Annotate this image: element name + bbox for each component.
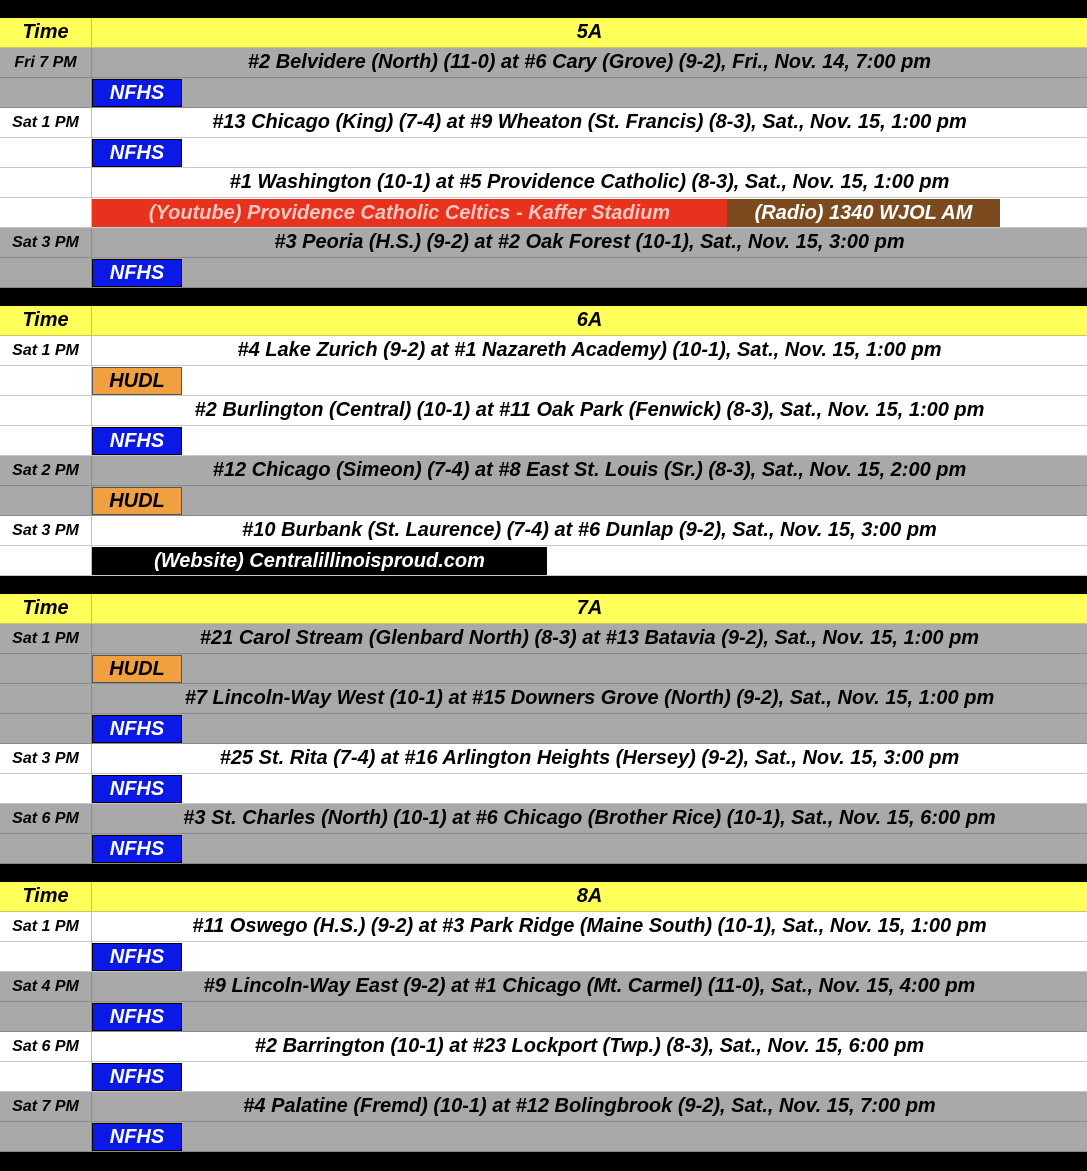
time-cell-empty — [0, 546, 92, 575]
nfhs-stream-link[interactable]: NFHS — [92, 1063, 182, 1091]
game-matchup: #10 Burbank (St. Laurence) (7-4) at #6 Dunlap (9-2), Sat., Nov. 15, 3:00 pm — [242, 519, 937, 541]
game-time: Sat 3 PM — [0, 228, 92, 257]
game-matchup: #2 Burlington (Central) (10-1) at #11 Oak Park (Fenwick) (8-3), Sat., Nov. 15, 1:00 pm — [194, 399, 985, 421]
game-matchup: #11 Oswego (H.S.) (9-2) at #3 Park Ridge (Maine South) (10-1), Sat., Nov. 15, 1:00 pm — [192, 915, 987, 937]
nfhs-stream-link[interactable]: NFHS — [92, 259, 182, 287]
time-column-header: Time — [0, 306, 92, 335]
yt-stream-link[interactable]: (Youtube) Providence Catholic Celtics - Kaffer Stadium — [92, 199, 727, 227]
game-row — [0, 456, 1087, 486]
hudl-stream-link[interactable]: HUDL — [92, 367, 182, 395]
stream-row — [0, 1122, 1087, 1152]
division-label: 5A — [576, 21, 603, 43]
game-matchup: #1 Washington (10-1) at #5 Providence Catholic) (8-3), Sat., Nov. 15, 1:00 pm — [229, 171, 950, 193]
game-matchup: #2 Belvidere (North) (11-0) at #6 Cary (Grove) (9-2), Fri., Nov. 14, 7:00 pm — [247, 51, 932, 73]
nfhs-stream-link[interactable]: NFHS — [92, 835, 182, 863]
game-time: Sat 2 PM — [0, 456, 92, 485]
game-matchup: #7 Lincoln-Way West (10-1) at #15 Downers Grove (North) (9-2), Sat., Nov. 15, 1:00 pm — [184, 687, 995, 709]
game-row — [0, 336, 1087, 366]
game-matchup: #9 Lincoln-Way East (9-2) at #1 Chicago (Mt. Carmel) (11-0), Sat., Nov. 15, 4:00 pm — [203, 975, 976, 997]
game-matchup: #4 Lake Zurich (9-2) at #1 Nazareth Academy) (10-1), Sat., Nov. 15, 1:00 pm — [237, 339, 942, 361]
web-stream-link[interactable]: (Website) Centralillinoisproud.com — [92, 547, 547, 575]
stream-row — [0, 486, 1087, 516]
division-header-7a — [0, 594, 1087, 624]
game-time: Sat 1 PM — [0, 336, 92, 365]
game-row — [0, 516, 1087, 546]
radio-stream-link[interactable]: (Radio) 1340 WJOL AM — [727, 199, 1000, 227]
time-cell-empty — [0, 138, 92, 167]
game-time: Sat 6 PM — [0, 804, 92, 833]
nfhs-stream-link[interactable]: NFHS — [92, 943, 182, 971]
section-separator — [0, 0, 1087, 18]
time-cell-empty — [0, 942, 92, 971]
section-separator — [0, 864, 1087, 882]
time-cell-empty — [0, 714, 92, 743]
nfhs-stream-link[interactable]: NFHS — [92, 1123, 182, 1151]
time-cell-empty — [0, 426, 92, 455]
time-cell-empty — [0, 1122, 92, 1151]
nfhs-stream-link[interactable]: NFHS — [92, 79, 182, 107]
division-header-8a — [0, 882, 1087, 912]
game-row — [0, 744, 1087, 774]
game-row — [0, 396, 1087, 426]
game-time: Fri 7 PM — [0, 48, 92, 77]
section-separator — [0, 576, 1087, 594]
game-time: Sat 3 PM — [0, 516, 92, 545]
time-cell-empty — [0, 198, 92, 227]
nfhs-stream-link[interactable]: NFHS — [92, 775, 182, 803]
game-time: Sat 1 PM — [0, 108, 92, 137]
game-matchup: #25 St. Rita (7-4) at #16 Arlington Heights (Hersey) (9-2), Sat., Nov. 15, 3:00 pm — [219, 747, 960, 769]
time-column-header: Time — [0, 594, 92, 623]
game-row — [0, 48, 1087, 78]
time-column-header: Time — [0, 882, 92, 911]
stream-row — [0, 198, 1087, 228]
game-time: Sat 1 PM — [0, 912, 92, 941]
game-matchup: #21 Carol Stream (Glenbard North) (8-3) at #13 Batavia (9-2), Sat., Nov. 15, 1:00 pm — [199, 627, 980, 649]
stream-row — [0, 654, 1087, 684]
division-label: 6A — [576, 309, 603, 331]
game-row — [0, 804, 1087, 834]
nfhs-stream-link[interactable]: NFHS — [92, 715, 182, 743]
game-matchup: #3 St. Charles (North) (10-1) at #6 Chicago (Brother Rice) (10-1), Sat., Nov. 15, 6:00 pm — [183, 807, 996, 829]
time-cell-empty — [0, 834, 92, 863]
stream-row — [0, 366, 1087, 396]
stream-row — [0, 1062, 1087, 1092]
game-matchup: #13 Chicago (King) (7-4) at #9 Wheaton (St. Francis) (8-3), Sat., Nov. 15, 1:00 pm — [212, 111, 967, 133]
game-time: Sat 4 PM — [0, 972, 92, 1001]
game-row — [0, 624, 1087, 654]
time-cell-empty — [0, 1062, 92, 1091]
stream-row — [0, 426, 1087, 456]
stream-row — [0, 78, 1087, 108]
stream-row — [0, 1002, 1087, 1032]
nfhs-stream-link[interactable]: NFHS — [92, 139, 182, 167]
hudl-stream-link[interactable]: HUDL — [92, 655, 182, 683]
time-cell-empty — [0, 366, 92, 395]
game-time — [0, 168, 92, 197]
time-column-header: Time — [0, 18, 92, 47]
game-row — [0, 972, 1087, 1002]
time-cell-empty — [0, 78, 92, 107]
division-label: 8A — [576, 885, 603, 907]
stream-row — [0, 138, 1087, 168]
game-matchup: #4 Palatine (Fremd) (10-1) at #12 Bolingbrook (9-2), Sat., Nov. 15, 7:00 pm — [243, 1095, 936, 1117]
game-row — [0, 168, 1087, 198]
stream-row — [0, 774, 1087, 804]
game-row — [0, 1032, 1087, 1062]
division-header-5a — [0, 18, 1087, 48]
game-matchup: #12 Chicago (Simeon) (7-4) at #8 East St. Louis (Sr.) (8-3), Sat., Nov. 15, 2:00 pm — [212, 459, 967, 481]
stream-row — [0, 834, 1087, 864]
nfhs-stream-link[interactable]: NFHS — [92, 427, 182, 455]
stream-row — [0, 546, 1087, 576]
time-cell-empty — [0, 654, 92, 683]
game-time — [0, 684, 92, 713]
time-cell-empty — [0, 258, 92, 287]
time-cell-empty — [0, 486, 92, 515]
section-separator — [0, 288, 1087, 306]
stream-row — [0, 258, 1087, 288]
game-row — [0, 912, 1087, 942]
time-cell-empty — [0, 774, 92, 803]
game-time: Sat 7 PM — [0, 1092, 92, 1121]
game-time: Sat 3 PM — [0, 744, 92, 773]
game-matchup: #3 Peoria (H.S.) (9-2) at #2 Oak Forest (10-1), Sat., Nov. 15, 3:00 pm — [274, 231, 905, 253]
game-row — [0, 1092, 1087, 1122]
hudl-stream-link[interactable]: HUDL — [92, 487, 182, 515]
game-row — [0, 108, 1087, 138]
game-matchup: #2 Barrington (10-1) at #23 Lockport (Twp.) (8-3), Sat., Nov. 15, 6:00 pm — [254, 1035, 925, 1057]
time-cell-empty — [0, 1002, 92, 1031]
game-time: Sat 1 PM — [0, 624, 92, 653]
game-row — [0, 684, 1087, 714]
stream-row — [0, 942, 1087, 972]
division-header-6a — [0, 306, 1087, 336]
nfhs-stream-link[interactable]: NFHS — [92, 1003, 182, 1031]
game-row — [0, 228, 1087, 258]
game-time: Sat 6 PM — [0, 1032, 92, 1061]
division-label: 7A — [576, 597, 603, 619]
game-time — [0, 396, 92, 425]
stream-row — [0, 714, 1087, 744]
